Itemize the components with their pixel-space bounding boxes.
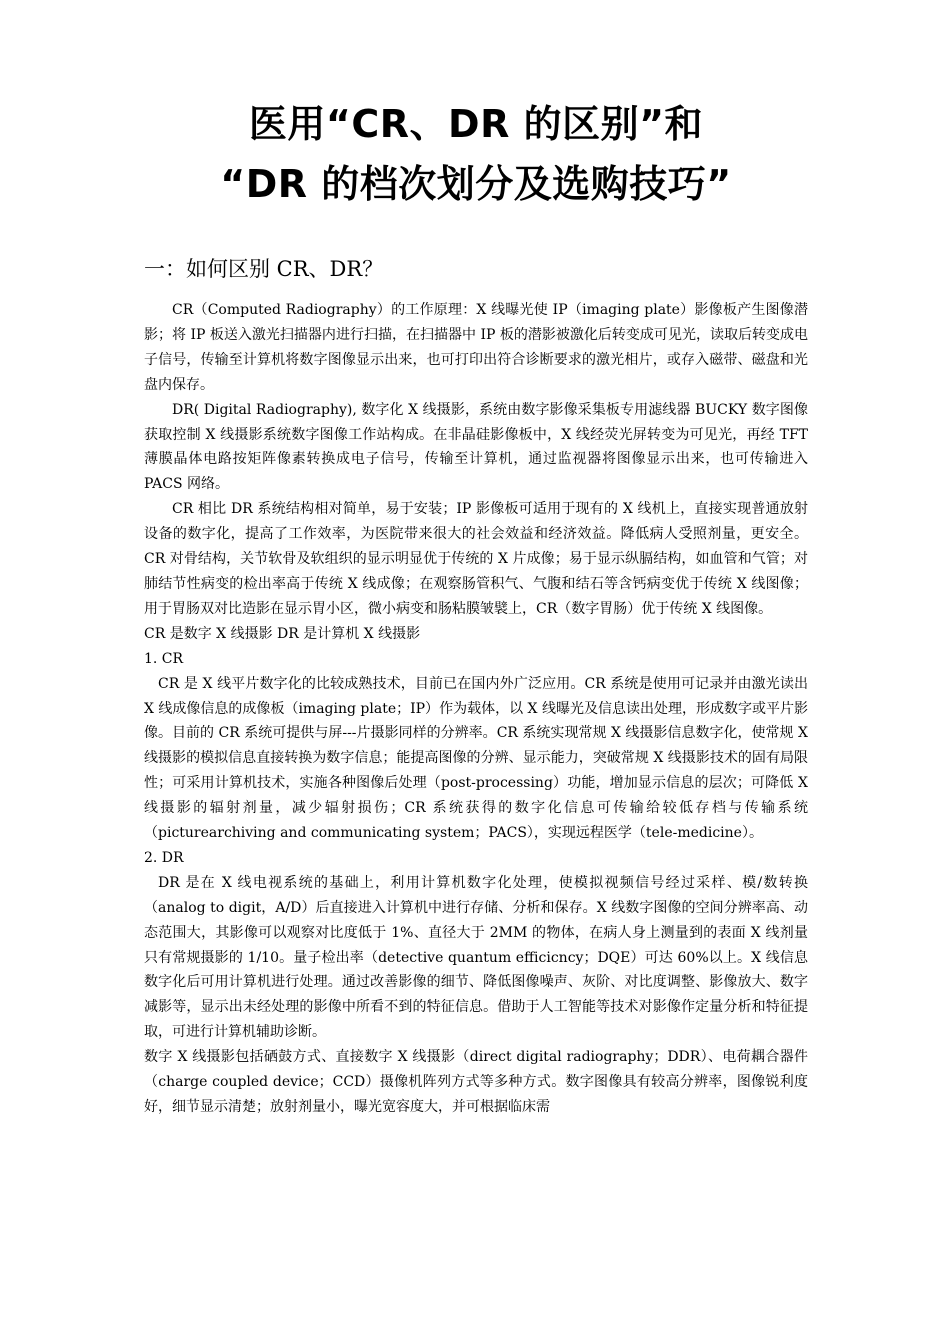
section-heading: 一：如何区别 CR、DR？: [144, 257, 384, 281]
title-line-2: “DR 的档次划分及选购技巧”: [220, 162, 732, 206]
subheading-dr: 2. DR: [144, 849, 184, 866]
title-line-1: 医用“CR、DR 的区别”和: [248, 102, 704, 146]
document-title: [144, 94, 808, 214]
paragraph-cr-principle: CR（Computed Radiography）的工作原理：X 线曝光使 IP（imaging plate）影像板产生图像潜影；将 IP 板送入激光扫描器内进行扫描，在扫描器中 IP 板的潜影被激化后转变成可见光，读取后转变成电子信号，传输至计算机将数字图像显示出来，也可打印出符合诊断要求的激光相片，或存入磁带、磁盘和光盘内保存。: [144, 302, 808, 393]
subheading-cr: 1. CR: [144, 650, 184, 667]
body-text: [144, 298, 808, 1120]
paragraph-cr-detail: CR 是 X 线平片数字化的比较成熟技术，目前已在国内外广泛应用。CR 系统是使用可记录并由激光读出 X 线成像信息的成像板（imaging plate；IP）作为载体，以 X 线曝光及信息读出处理，形成数字或平片影像。目前的 CR 系统可提供与屏---片摄影同样的分辨率。CR 系统实现常规 X 线摄影信息数字化，使常规 X 线摄影的模拟信息直接转换为数字信息；能提高图像的分辨、显示能力，突破常规 X 线摄影技术的固有局限性；可采用计算机技术，实施各种图像后处理（post-processing）功能，增加显示信息的层次；可降低 X 线摄影的辐射剂量，减少辐射损伤；CR 系统获得的数字化信息可传输给较低存档与传输系统（picturearchiving and communicating system；PACS），实现远程医学（tele-medicine）。: [144, 675, 808, 842]
paragraph-cr-vs-dr: CR 相比 DR 系统结构相对简单，易于安装；IP 影像板可适用于现有的 X 线机上，直接实现普通放射设备的数字化，提高了工作效率，为医院带来很大的社会效益和经济效益。降低病人受照剂量，更安全。CR 对骨结构，关节软骨及软组织的显示明显优于传统的 X 片成像；易于显示纵膈结构，如血管和气管；对肺结节性病变的检出率高于传统 X 线成像；在观察肠管积气、气腹和结石等含钙病变优于传统 X 线图像；用于胃肠双对比造影在显示胃小区，微小病变和肠粘膜皱襞上，CR（数字胃肠）优于传统 X 线图像。: [144, 501, 808, 617]
paragraph-dr-definition: DR( Digital Radiography), 数字化 X 线摄影，系统由数字影像采集板专用滤线器 BUCKY 数字图像获取控制 X 线摄影系统数字图像工作站构成。在非晶硅影像板中，X 线经荧光屏转变为可见光，再经 TFT 薄膜晶体电路按矩阵像素转换成电子信号，传输至计算机，通过监视器将图像显示出来，也可传输进入 PACS 网络。: [144, 401, 808, 493]
paragraph-digital-xray-methods: 数字 X 线摄影包括硒鼓方式、直接数字 X 线摄影（direct digital radiography；DDR）、电荷耦合器件（charge coupled device；CCD）摄像机阵列方式等多种方式。数字图像具有较高分辨率，图像锐利度好，细节显示清楚；放射剂量小，曝光宽容度大，并可根据临床需: [144, 1049, 808, 1115]
paragraph-summary-line: CR 是数字 X 线摄影 DR 是计算机 X 线摄影: [144, 625, 421, 642]
paragraph-dr-detail: DR 是在 X 线电视系统的基础上，利用计算机数字化处理，使模拟视频信号经过采样、模/数转换（analog to digit，A/D）后直接进入计算机中进行存储、分析和保存。X 线数字图像的空间分辨率高、动态范围大，其影像可以观察对比度低于 1%、直径大于 2MM 的物体，在病人身上测量到的表面 X 线剂量只有常规摄影的 1/10。量子检出率（detective quantum efficicncy；DQE）可达 60%以上。X 线信息数字化后可用计算机进行处理。通过改善影像的细节、降低图像噪声、灰阶、对比度调整、影像放大、数字减影等，显示出未经处理的影像中所看不到的特征信息。借助于人工智能等技术对影像作定量分析和特征提取，可进行计算机辅助诊断。: [144, 874, 808, 1041]
